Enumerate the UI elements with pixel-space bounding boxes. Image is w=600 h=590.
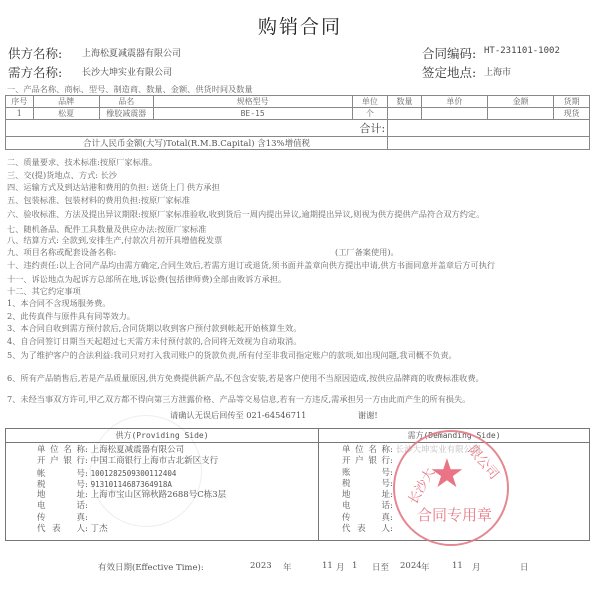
term-6: 6、所有产品销售后,若是产品质量原因,供方免费提供新产品,不包含安装,若是客户使用不当原因造成,按供应品牌商的收费标准收费。 [7, 373, 484, 383]
col-header: 单位 [352, 96, 388, 108]
term-3: 3、本合同自收到需方预付款后,合同货期以收到客户预付款到帐起开始核算生效。 [7, 323, 302, 333]
seal-arc-text-right: 限公司 [464, 443, 502, 483]
thanks-text: 谢谢! [358, 410, 378, 420]
start-month: 11 [322, 561, 333, 571]
contract-no: HT-231101-1002 [484, 46, 560, 56]
info-row: 代表 人: [342, 524, 393, 535]
buyer-label: 需方名称: [8, 65, 63, 80]
project-note: (工厂备案使用)。 [335, 247, 399, 257]
term-7: 7、未经当事双方许可,甲乙双方都不得向第三方泄露价格、产品等交易信息,若有一方违反,需承担另一方由此而产生的所有损失。 [7, 394, 471, 404]
term-4: 4、自合同签订日期当天起超过七天需方未付预付款的,合同将无效视为自动取消。 [7, 336, 302, 346]
info-row: 电 话: [342, 501, 393, 512]
info-row: 单位名称: 长沙大坤实业有限公司 [342, 445, 481, 455]
providing-side-info [6, 443, 319, 541]
info-row: 税 号: 91310114687364918A [37, 479, 172, 490]
seal-arc-text: 长沙大 [405, 465, 439, 508]
capital-label: 合计人民币金额(大写)Total(R.M.B.Capital) 含13%增值税 [6, 137, 388, 150]
end-year-unit: 年 [421, 563, 430, 573]
cell-index: 1 [6, 108, 34, 120]
day-unit: 日 [520, 563, 529, 573]
total-label: 合计: [6, 120, 388, 137]
info-row: 代表 人: 丁杰 [37, 524, 108, 535]
table-row [6, 108, 590, 120]
info-row: 税 号: [342, 478, 393, 489]
col-header: 金额 [488, 96, 554, 108]
col-header: 规格型号 [153, 96, 352, 108]
info-row: 电 话: [37, 501, 88, 512]
page-title: 购销合同 [257, 16, 342, 38]
col-header: 序号 [6, 96, 34, 108]
supplier-account: 1001282509300112404 [90, 468, 177, 478]
clause-4: 四、运输方式及到达站港和费用的负担: 送货上门 供方承担 [7, 182, 220, 192]
info-row: 账 号: [342, 467, 393, 478]
info-row: 单位名称: 上海松夏减震器有限公司 [37, 445, 185, 455]
seal-center-text: 合同专用章 [417, 506, 493, 524]
providing-side-heading: 供方(Providing Side) [6, 429, 319, 443]
clause-8: 八、结算方式: 全款到,安排生产,付款次月初开具增值税发票 [7, 235, 223, 245]
confirm-line: 请确认无误后回传至 021-64546711 [170, 410, 307, 420]
info-row: 地 址: [342, 490, 393, 501]
star-icon: ★ [429, 451, 465, 497]
cell-quantity [388, 108, 422, 120]
supplier-company: 上海松夏减震器有限公司 [90, 445, 185, 455]
term-2: 2、此传真件与原件具有同等效力。 [7, 311, 136, 321]
col-header: 数量 [388, 96, 422, 108]
info-row: 地 址: 上海市宝山区锦秋路2688号C栋3层 [37, 490, 227, 501]
section1-title: 一、产品名称、商标、型号、制造商、数量、金额、供货时间及数量 [7, 84, 253, 94]
clause-3: 三、交(提)货地点、方式: 长沙 [7, 170, 117, 180]
buyer-company: 长沙大坤实业有限公司 [395, 445, 481, 455]
cell-delivery: 现货 [554, 108, 590, 120]
table-header-row [6, 96, 590, 108]
col-header: 货期 [554, 96, 590, 108]
cell-unit: 个 [352, 108, 388, 120]
cell-brand: 松夏 [33, 108, 99, 120]
info-row: 开户银行: [342, 456, 393, 467]
product-table [5, 95, 590, 150]
start-year: 2023 [250, 561, 272, 571]
end-month: 11 [452, 561, 463, 571]
info-row: 传 真: [37, 512, 88, 523]
term-5: 5、为了维护客户的合法利益:我司只对打入我司账户的货款负责,所有付至非我司指定账户的款项,如出现问题,我司概不负责。 [7, 350, 457, 360]
col-header: 单价 [421, 96, 487, 108]
clause-10: 十、违约责任:以上合同产品均由需方确定,合同生效后,若需方退订或退货,须书面并盖章向供方提出申请,供方书面同意并盖章后方可执行 [7, 260, 496, 270]
total-value [388, 120, 590, 137]
info-row: 开户银行: 中国工商银行上海市古北新区支行 [37, 456, 219, 467]
clause-9: 九、项目名称或配套设备名称: [7, 247, 117, 257]
year-unit: 年 [283, 563, 292, 573]
cell-unit-price [421, 108, 487, 120]
clause-5: 五、包装标准、包装材料的费用负担:按原厂家标准 [7, 195, 190, 205]
col-header: 品名 [99, 96, 153, 108]
start-day: 1 [352, 561, 358, 571]
term-1: 1、本合同不含现场服务费。 [7, 298, 111, 308]
place-value: 上海市 [484, 68, 512, 78]
to-label: 日至 [372, 563, 390, 573]
buyer-name: 长沙大坤实业有限公司 [82, 68, 173, 78]
effective-date-label: 有效日期(Effective Time): [98, 563, 204, 573]
col-header: 品牌 [33, 96, 99, 108]
clause-6: 六、验收标准、方法及提出异议期限:按原厂家标准验收,收到货后一周内提出异议,逾期提出异议,则视为供方提供产品符合双方约定。 [7, 209, 485, 219]
supplier-representative: 丁杰 [90, 524, 108, 535]
cell-amount [488, 108, 554, 120]
supplier-bank: 中国工商银行上海市古北新区支行 [90, 456, 219, 467]
company-seal [393, 430, 509, 546]
month-unit: 月 [336, 563, 345, 573]
end-year: 2024 [400, 561, 422, 571]
cell-product-name: 橡胶减震器 [99, 108, 153, 120]
clause-11: 十一、诉讼地点为起诉方总部所在地,诉讼费(包括律师费)全部由败诉方承担。 [7, 274, 287, 284]
info-row: 帐 号: 1001282509300112404 [37, 468, 177, 479]
demanding-side-heading: 需方(Demanding Side) [319, 429, 590, 443]
place-label: 签定地点: [422, 65, 477, 80]
capital-row [6, 137, 590, 150]
cell-model: BE-15 [153, 108, 352, 120]
info-row: 传 真: [342, 512, 393, 523]
total-row [6, 120, 590, 137]
clause-7: 七、随机备品、配件工具数量及供应办法:按原厂家标准 [7, 224, 207, 234]
clause-12: 十二、其它约定事项 [7, 286, 81, 296]
clause-2: 二、质量要求、技术标准:按原厂家标准。 [7, 157, 158, 167]
supplier-name: 上海松夏减震器有限公司 [82, 49, 182, 59]
end-month-unit: 月 [472, 563, 481, 573]
capital-value [388, 137, 590, 150]
supplier-address: 上海市宝山区锦秋路2688号C栋3层 [90, 490, 227, 501]
supplier-label: 供方名称: [8, 46, 63, 61]
contract-no-label: 合同编码: [422, 46, 477, 61]
supplier-tax-id: 91310114687364918A [90, 479, 172, 489]
